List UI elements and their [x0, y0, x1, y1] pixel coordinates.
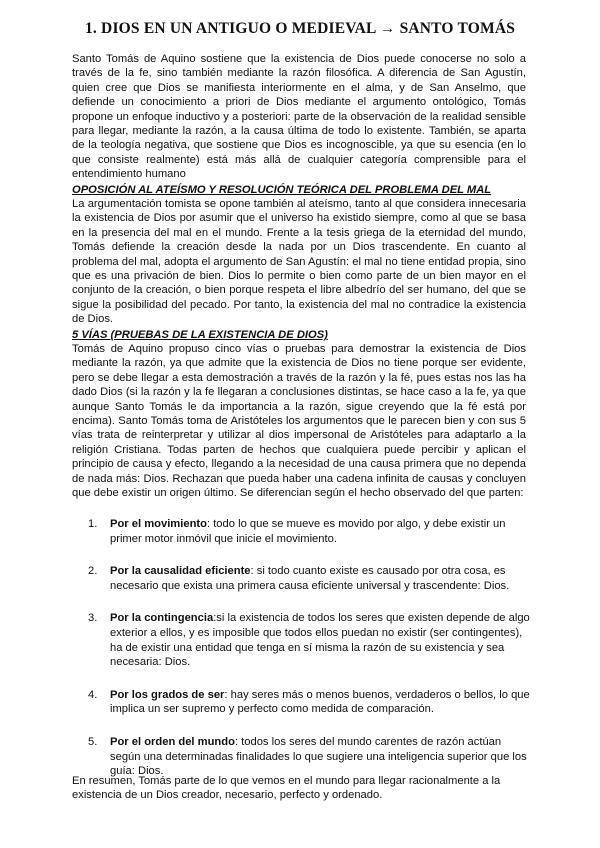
way-text: : todo lo que se mueve es movido por algo, y debe existir un primer motor inmóvil que inicie el movimiento.: [110, 518, 506, 545]
five-ways-paragraph: Tomás de Aquino propuso cinco vías o pruebas para demostrar la existencia de Dios mediante la razón, ya que admite que la existencia de Dios no tiene porque ser evidente, pero se debe llegar a esta demostración a través de la razón y la fé, pues estas nos las ha dado Dios (si la razón y la fe llegaran a conclusiones distintas, se hace caso a la fe, ya que aunque Santo Tomás le da importancia a la razón, sigue creyendo que la fé está por encima). Santo Tomás toma de Aristóteles los argumentos que le parecen bien y con sus 5 vías trata de reinterpretar y utilizar al dios impersonal de Aristóteles para adaptarlo a la religión Cristiana. Todas parten de hechos que cualquiera puede percibir y aplican el principio de causa y efecto, llegando a la necesidad de una causa primera que no dependa de nada más: Dios. Rechazan que pueda haber una cadena infinita de causas y concluyen que debe existir un origen último. Se diferencian según el hecho observado del que parten:: [72, 343, 526, 500]
atheism-paragraph: La argumentación tomista se opone también al ateísmo, tanto al que considera innecesaria la existencia de Dios por asumir que el universo ha existido siempre, como al que se basa en la presencia del mal en el mundo. Frente a la tesis griega de la eternidad del mundo, Tomás defiende la creación desde la nada por un Dios trascendente. En cuanto al problema del mal, adopta el argumento de San Agustín: el mal no tiene entidad propia, sino que es una privación de bien. Dios lo permite o bien como parte de un bien mayor en el conjunto de la creación, o bien porque respeta el libre albedrío del ser humano, del que se sigue la posibilidad del pecado. Por tanto, la existencia del mal no contradice la existencia de Dios.: [72, 198, 526, 326]
way-text: : todos los seres del mundo carentes de razón actúan según una determinadas finalidades lo que sugiere una inteligencia superior que los guía: Dios.: [110, 735, 527, 778]
section-heading-atheism: OPOSICIÓN AL ATEÍSMO Y RESOLUCIÓN TEÓRICA DEL PROBLEMA DEL MAL: [72, 184, 492, 196]
way-name: Por el movimiento: [110, 518, 207, 530]
list-item-way-3: [72, 611, 530, 669]
list-item-way-1: [72, 517, 530, 546]
list-number: 3.: [88, 612, 98, 625]
page-title: 1. DIOS EN UN ANTIGUO O MEDIEVAL → SANTO TOMÁS: [84, 20, 516, 37]
list-number: 5.: [88, 735, 98, 748]
way-name: Por la contingencia: [110, 612, 214, 625]
way-text: :si la existencia de todos los seres que existen depende de algo exterior a ellos, y es imposible que todos ellos puedan no existir (ser contingentes), ha de existir una entidad que tenga en sí misma la razón de su existencia y sea necesaria: Dios.: [110, 612, 530, 669]
intro-paragraph: Santo Tomás de Aquino sostiene que la existencia de Dios puede conocerse no solo a través de la fe, sino también mediante la razón filosófica. A diferencia de San Agustín, quien cree que Dios se manifiesta interiormente en el alma, y de San Anselmo, que defiende un conocimiento a priori de Dios mediante el argumento ontológico, Tomás propone un enfoque inductivo y a posteriori: parte de la observación de la realidad sensible para llegar, mediante la razón, a la causa última de todo lo existente. También, se aparta de la teología negativa, que sostiene que Dios es incognoscible, ya que su esencia (en lo que consiste realmente) está más allá de cualquier categoría comprensible para el entendimiento humano: [72, 53, 526, 181]
list-number: 2.: [88, 565, 98, 578]
list-item-way-4: [72, 688, 530, 717]
conclusion-paragraph: En resumen, Tomás parte de lo que vemos en el mundo para llegar racionalmente a la existencia de un Dios creador, necesario, perfecto y ordenado.: [72, 775, 501, 802]
list-item-way-5: [72, 735, 530, 779]
way-text: : hay seres más o menos buenos, verdaderos o bellos, lo que implica un ser supremo y perfecto como medida de comparación.: [110, 688, 530, 716]
list-number: 4.: [88, 688, 98, 701]
five-ways-list: [72, 517, 530, 797]
way-name: Por los grados de ser: [110, 688, 225, 701]
way-text: : si todo cuanto existe es causado por otra cosa, es necesario que exista una primera causa eficiente universal y trascendente: Dios.: [110, 565, 510, 592]
way-name: Por el orden del mundo: [110, 735, 235, 748]
way-name: Por la causalidad eficiente: [110, 565, 251, 578]
list-number: 1.: [88, 518, 98, 530]
list-item-way-2: [72, 564, 530, 593]
section-heading-five-ways: 5 VÍAS (PRUEBAS DE LA EXISTENCIA DE DIOS): [72, 329, 328, 341]
